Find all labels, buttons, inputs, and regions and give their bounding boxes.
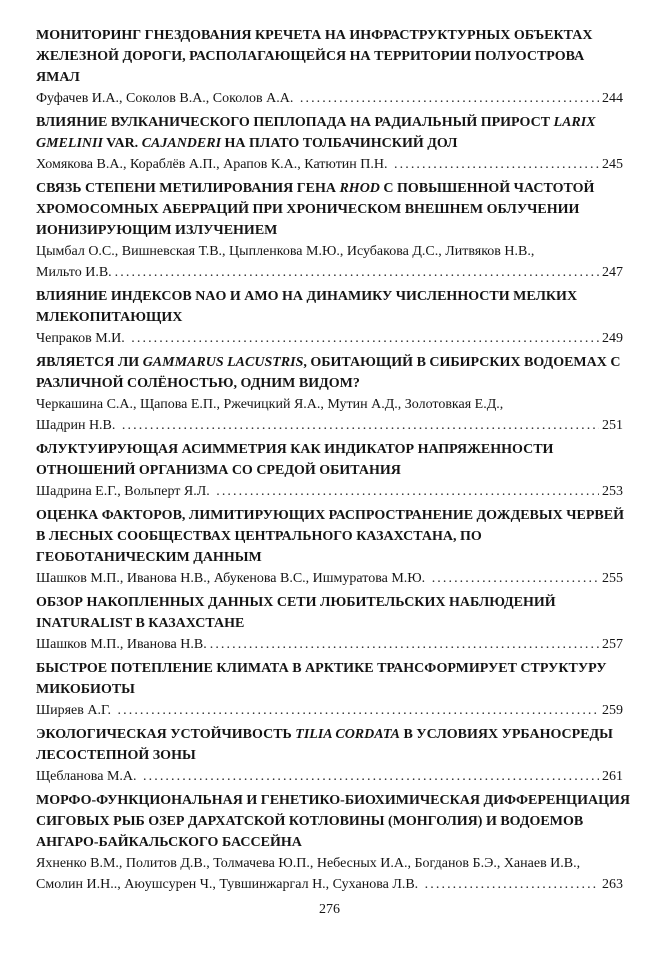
authors-line <box>36 700 623 721</box>
article-title <box>36 286 623 328</box>
article-title-line <box>36 352 623 373</box>
title-text: VAR. <box>102 136 142 151</box>
authors-line <box>36 88 623 109</box>
toc-page-number: 263 <box>602 877 623 892</box>
dot-leader <box>131 328 599 349</box>
title-text: ЯВЛЯЕТСЯ ЛИ <box>36 355 143 370</box>
title-text: INATURALIST В КАЗАХСТАНЕ <box>36 616 245 631</box>
dot-leader <box>143 766 599 787</box>
toc-page-number: 255 <box>602 571 623 586</box>
article-authors: Смолин И.Н.., Аюушсурен Ч., Тувшинжаргал Н., Суханова Л.В. <box>36 877 422 892</box>
toc-entry <box>36 592 623 655</box>
toc-entry <box>36 724 623 787</box>
article-title <box>36 352 623 394</box>
authors-line <box>36 241 623 262</box>
title-text: ВЛИЯНИЕ ВУЛКАНИЧЕСКОГО ПЕПЛОПАДА НА РАДИАЛЬНЫЙ ПРИРОСТ <box>36 115 554 130</box>
article-authors: Яхненко В.М., Политов Д.В., Толмачева Ю.П., Небесных И.А., Богданов Б.Э., Ханаев И.В., <box>36 856 581 871</box>
title-text: ИОНИЗИРУЮЩИМ ИЗЛУЧЕНИЕМ <box>36 223 278 238</box>
authors-line <box>36 328 623 349</box>
title-text: МЛЕКОПИТАЮЩИХ <box>36 310 183 325</box>
authors-line <box>36 262 623 283</box>
title-text: ОТНОШЕНИЙ ОРГАНИЗМА СО СРЕДОЙ ОБИТАНИЯ <box>36 463 401 478</box>
toc-entry <box>36 178 623 283</box>
toc-entry <box>36 286 623 349</box>
article-title-line <box>36 832 623 853</box>
article-title-line <box>36 592 623 613</box>
article-title-line <box>36 811 623 832</box>
article-title-line <box>36 790 630 811</box>
toc-entry <box>36 352 623 436</box>
title-text: , ОБИТАЮЩИЙ В СИБИРСКИХ ВОДОЕМАХ С <box>303 355 621 370</box>
title-text: В УСЛОВИЯХ УРБАНОСРЕДЫ <box>399 727 613 742</box>
article-title <box>36 724 623 766</box>
dot-leader <box>394 154 599 175</box>
article-authors: Щебланова М.А. <box>36 769 141 784</box>
toc-page-number: 257 <box>602 637 623 652</box>
article-title-line <box>36 220 623 241</box>
toc-page-number: 245 <box>602 157 623 172</box>
article-title-line <box>36 112 623 133</box>
title-text: ОБЗОР НАКОПЛЕННЫХ ДАННЫХ СЕТИ ЛЮБИТЕЛЬСКИХ НАБЛЮДЕНИЙ <box>36 595 556 610</box>
page-footer <box>36 899 623 920</box>
article-title <box>36 505 623 568</box>
authors-line <box>36 415 623 436</box>
article-title-line <box>36 307 623 328</box>
article-title-line <box>36 658 623 679</box>
dot-leader <box>115 262 599 283</box>
article-title-line <box>36 25 623 46</box>
authors-line <box>36 394 623 415</box>
article-title <box>36 658 623 700</box>
species-name-italic: GAMMARUS LACUSTRIS <box>142 355 304 370</box>
toc-page-number: 259 <box>602 703 623 718</box>
toc-page-number: 249 <box>602 331 623 346</box>
title-text: ЛЕСОСТЕПНОЙ ЗОНЫ <box>36 748 196 763</box>
title-text: ОЦЕНКА ФАКТОРОВ, ЛИМИТИРУЮЩИХ РАСПРОСТРАНЕНИЕ ДОЖДЕВЫХ ЧЕРВЕЙ <box>36 508 624 523</box>
title-text: ВЛИЯНИЕ ИНДЕКСОВ NAO И AMO НА ДИНАМИКУ ЧИСЛЕННОСТИ МЕЛКИХ <box>36 289 578 304</box>
title-text: ФЛУКТУИРУЮЩАЯ АСИММЕТРИЯ КАК ИНДИКАТОР НАПРЯЖЕННОСТИ <box>36 442 554 457</box>
toc-entry <box>36 439 623 502</box>
article-authors: Цымбал О.С., Вишневская Т.В., Цыпленкова М.Ю., Исубакова Д.С., Литвяков Н.В., <box>36 244 535 259</box>
footer-page-number: 276 <box>319 902 340 917</box>
toc-page-number: 261 <box>602 769 623 784</box>
species-name-italic: RHOD <box>339 181 380 196</box>
article-title-line <box>36 286 623 307</box>
toc-entry <box>36 112 623 175</box>
article-authors: Чепраков М.И. <box>36 331 129 346</box>
article-title-line <box>36 178 623 199</box>
authors-line <box>36 853 623 874</box>
article-title-line <box>36 745 623 766</box>
title-text: ХРОМОСОМНЫХ АБЕРРАЦИЙ ПРИ ХРОНИЧЕСКОМ ВНЕШНЕМ ОБЛУЧЕНИИ <box>36 202 580 217</box>
dot-leader <box>425 874 599 895</box>
toc-list <box>36 25 630 895</box>
authors-line <box>36 568 623 589</box>
dot-leader <box>216 481 599 502</box>
toc-entry <box>36 658 623 721</box>
article-title-line <box>36 460 623 481</box>
title-text: АНГАРО-БАЙКАЛЬСКОГО БАССЕЙНА <box>36 835 302 850</box>
title-text: МОРФО-ФУНКЦИОНАЛЬНАЯ И ГЕНЕТИКО-БИОХИМИЧЕСКАЯ ДИФФЕРЕНЦИАЦИЯ <box>36 793 630 808</box>
article-title-line <box>36 547 623 568</box>
species-name-italic: TILIA CORDATA <box>295 727 400 742</box>
dot-leader <box>210 634 599 655</box>
title-text: МИКОБИОТЫ <box>36 682 135 697</box>
article-title-line <box>36 373 623 394</box>
toc-page-number: 244 <box>602 91 623 106</box>
title-text: ЯМАЛ <box>36 70 80 85</box>
article-title-line <box>36 724 623 745</box>
article-authors: Шадрина Е.Г., Вольперт Я.Л. <box>36 484 214 499</box>
article-authors: Ширяев А.Г. <box>36 703 115 718</box>
article-title <box>36 25 623 88</box>
article-title-line <box>36 505 623 526</box>
article-title-line <box>36 613 623 634</box>
species-name-italic: CAJANDERI <box>141 136 222 151</box>
article-authors: Шадрин Н.В. <box>36 418 119 433</box>
title-text: БЫСТРОЕ ПОТЕПЛЕНИЕ КЛИМАТА В АРКТИКЕ ТРАНСФОРМИРУЕТ СТРУКТУРУ <box>36 661 607 676</box>
toc-entry <box>36 790 630 895</box>
article-title-line <box>36 67 623 88</box>
article-title <box>36 112 623 154</box>
authors-line <box>36 634 623 655</box>
article-authors: Шашков М.П., Иванова Н.В., Абукенова В.С., Ишмуратова М.Ю. <box>36 571 429 586</box>
toc-entry <box>36 25 623 109</box>
article-title-line <box>36 199 623 220</box>
article-title-line <box>36 46 623 67</box>
title-text: НА ПЛАТО ТОЛБАЧИНСКИЙ ДОЛ <box>221 136 458 151</box>
article-title <box>36 790 630 853</box>
title-text: С ПОВЫШЕННОЙ ЧАСТОТОЙ <box>379 181 595 196</box>
dot-leader <box>122 415 599 436</box>
article-title-line <box>36 526 623 547</box>
title-text: ГЕОБОТАНИЧЕСКИМ ДАННЫМ <box>36 550 262 565</box>
title-text: ЖЕЛЕЗНОЙ ДОРОГИ, РАСПОЛАГАЮЩЕЙСЯ НА ТЕРРИТОРИИ ПОЛУОСТРОВА <box>36 49 585 64</box>
article-title <box>36 592 623 634</box>
article-title <box>36 439 623 481</box>
dot-leader <box>432 568 599 589</box>
authors-line <box>36 154 623 175</box>
toc-page-number: 253 <box>602 484 623 499</box>
article-authors: Фуфачев И.А., Соколов В.А., Соколов А.А. <box>36 91 297 106</box>
article-authors: Мильто И.В. <box>36 265 112 280</box>
article-title <box>36 178 623 241</box>
species-name-italic: LARIX <box>553 115 596 130</box>
authors-line <box>36 481 623 502</box>
title-text: СИГОВЫХ РЫБ ОЗЕР ДАРХАТСКОЙ КОТЛОВИНЫ (МОНГОЛИЯ) И ВОДОЕМОВ <box>36 814 584 829</box>
title-text: СВЯЗЬ СТЕПЕНИ МЕТИЛИРОВАНИЯ ГЕНА <box>36 181 340 196</box>
article-authors: Хомякова В.А., Кораблёв А.П., Арапов К.А., Катютин П.Н. <box>36 157 392 172</box>
title-text: МОНИТОРИНГ ГНЕЗДОВАНИЯ КРЕЧЕТА НА ИНФРАСТРУКТУРНЫХ ОБЪЕКТАХ <box>36 28 593 43</box>
dot-leader <box>118 700 599 721</box>
article-title-line <box>36 133 623 154</box>
article-authors: Шашков М.П., Иванова Н.В. <box>36 637 207 652</box>
article-authors: Черкашина С.А., Щапова Е.П., Ржечицкий Я.А., Мутин А.Д., Золотовкая Е.Д., <box>36 397 504 412</box>
dot-leader <box>300 88 599 109</box>
title-text: РАЗЛИЧНОЙ СОЛЁНОСТЬЮ, ОДНИМ ВИДОМ? <box>36 376 360 391</box>
article-title-line <box>36 679 623 700</box>
authors-line <box>36 766 623 787</box>
species-name-italic: GMELINII <box>36 136 103 151</box>
authors-line <box>36 874 623 895</box>
toc-page-number: 251 <box>602 418 623 433</box>
toc-page-number: 247 <box>602 265 623 280</box>
title-text: В ЛЕСНЫХ СООБЩЕСТВАХ ЦЕНТРАЛЬНОГО КАЗАХСТАНА, ПО <box>36 529 482 544</box>
article-title-line <box>36 439 623 460</box>
title-text: ЭКОЛОГИЧЕСКАЯ УСТОЙЧИВОСТЬ <box>36 727 296 742</box>
toc-entry <box>36 505 623 589</box>
